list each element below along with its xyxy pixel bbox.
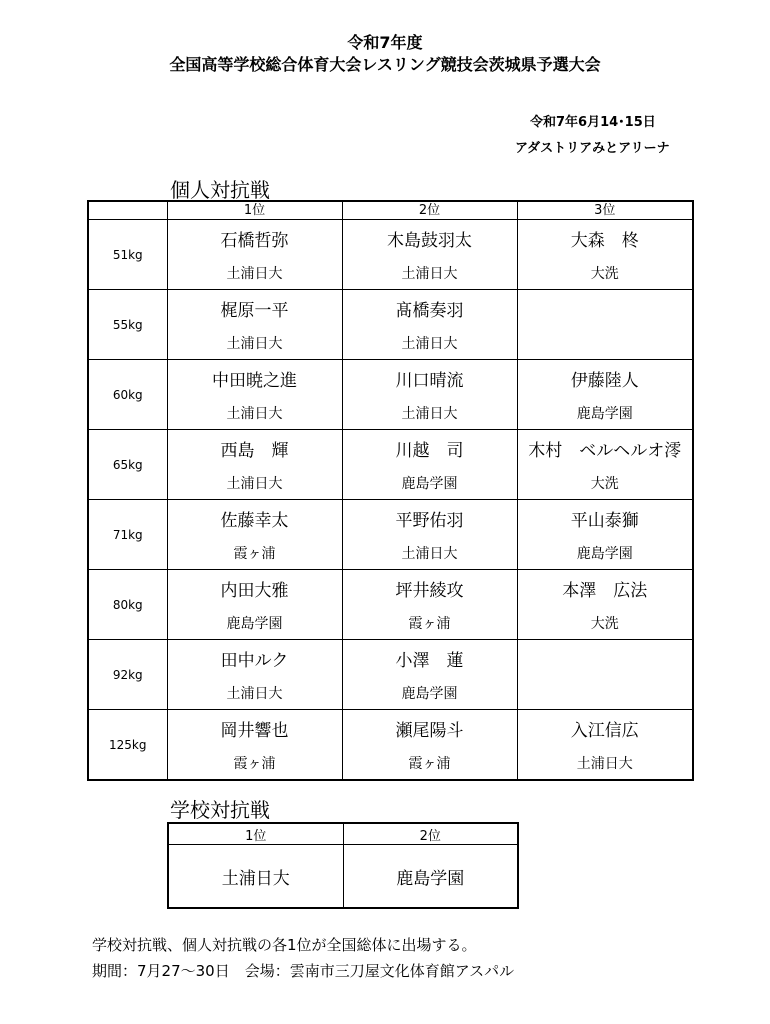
wrestler-name: 平山泰獅 [570, 511, 639, 531]
weight-class: 60kg [88, 360, 167, 430]
team-header-1st: 1位 [168, 823, 343, 845]
team-results-table [167, 822, 519, 909]
note-schedule-venue: 期間：7月27～30日 会場：雲南市三刀屋文化体育館アスパル [92, 962, 515, 980]
team-1st-school: 土浦日大 [168, 845, 343, 909]
wrestler-name: 中田暁之進 [212, 371, 297, 391]
school-name: 土浦日大 [401, 546, 458, 562]
school-name: 土浦日大 [401, 336, 458, 352]
wrestler-name: 平野佑羽 [395, 511, 464, 531]
place-cell [342, 360, 517, 430]
place-cell [167, 360, 342, 430]
school-name: 土浦日大 [401, 266, 458, 282]
school-name: 大洗 [590, 616, 619, 632]
school-name: 鹿島学園 [576, 406, 633, 422]
table-row [88, 360, 693, 430]
place-cell [167, 220, 342, 290]
team-2nd-school: 鹿島学園 [343, 845, 518, 909]
weight-class: 55kg [88, 290, 167, 360]
place-cell [517, 500, 693, 570]
place-cell [342, 640, 517, 710]
table-header-row [88, 201, 693, 220]
table-row [88, 640, 693, 710]
weight-class: 65kg [88, 430, 167, 500]
school-name: 霞ヶ浦 [233, 546, 276, 562]
school-name: 鹿島学園 [401, 476, 458, 492]
school-name [518, 334, 693, 354]
team-result-row [168, 845, 518, 909]
school-name: 霞ヶ浦 [408, 756, 451, 772]
school-name: 土浦日大 [226, 406, 283, 422]
place-cell [517, 710, 693, 781]
wrestler-name: 内田大雅 [220, 581, 289, 601]
place-cell [517, 430, 693, 500]
header-2nd: 2位 [342, 201, 517, 220]
place-cell [342, 430, 517, 500]
title-line2: 全国高等学校総合体育大会レスリング競技会茨城県予選大会 [169, 55, 601, 74]
place-cell [517, 220, 693, 290]
wrestler-name: 小澤 蓮 [395, 651, 464, 671]
team-header-row [168, 823, 518, 845]
wrestler-name: 西島 輝 [220, 441, 289, 461]
place-cell [342, 220, 517, 290]
wrestler-name: 梶原一平 [220, 301, 289, 321]
table-row [88, 500, 693, 570]
weight-class: 71kg [88, 500, 167, 570]
wrestler-name: 田中ルク [220, 651, 289, 671]
wrestler-name [518, 649, 693, 673]
place-cell [167, 710, 342, 781]
wrestler-name: 佐藤幸太 [220, 511, 289, 531]
school-name [518, 684, 693, 704]
weight-class: 125kg [88, 710, 167, 781]
school-name: 土浦日大 [226, 686, 283, 702]
team-header-2nd: 2位 [343, 823, 518, 845]
wrestler-name: 木島鼓羽太 [387, 231, 472, 251]
wrestler-name: 木村 ベルヘルオ澪 [528, 441, 682, 461]
individual-results-table [87, 200, 694, 781]
place-cell [342, 710, 517, 781]
wrestler-name: 入江信広 [570, 721, 639, 741]
weight-class: 92kg [88, 640, 167, 710]
place-cell [342, 570, 517, 640]
place-cell [167, 640, 342, 710]
wrestler-name: 川越 司 [395, 441, 464, 461]
event-venue: アダストリアみとアリーナ [515, 141, 670, 156]
table-row [88, 430, 693, 500]
place-cell [517, 360, 693, 430]
header-1st: 1位 [167, 201, 342, 220]
weight-class: 51kg [88, 220, 167, 290]
place-cell [167, 290, 342, 360]
wrestler-name: 大森 柊 [570, 231, 639, 251]
title-line1: 令和7年度 [347, 33, 423, 52]
school-name: 土浦日大 [226, 476, 283, 492]
team-section-title: 学校対抗戦 [170, 798, 270, 822]
wrestler-name: 岡井響也 [220, 721, 289, 741]
table-row [88, 570, 693, 640]
header-blank [88, 201, 167, 220]
table-row [88, 290, 693, 360]
wrestler-name: 髙橋奏羽 [395, 301, 464, 321]
note-qualification: 学校対抗戦、個人対抗戦の各1位が全国総体に出場する。 [92, 936, 477, 954]
individual-section-title: 個人対抗戦 [170, 178, 270, 202]
place-cell [517, 640, 693, 710]
place-cell [517, 570, 693, 640]
event-date: 令和7年6月14･15日 [530, 115, 656, 130]
place-cell [342, 500, 517, 570]
school-name: 大洗 [590, 266, 619, 282]
place-cell [517, 290, 693, 360]
school-name: 土浦日大 [226, 266, 283, 282]
school-name: 大洗 [590, 476, 619, 492]
wrestler-name: 伊藤陸人 [570, 371, 639, 391]
school-name: 土浦日大 [576, 756, 633, 772]
wrestler-name: 本澤 広法 [562, 581, 648, 601]
school-name: 鹿島学園 [576, 546, 633, 562]
place-cell [167, 570, 342, 640]
school-name: 鹿島学園 [401, 686, 458, 702]
wrestler-name: 石橋哲弥 [220, 231, 289, 251]
school-name: 霞ヶ浦 [233, 756, 276, 772]
place-cell [167, 500, 342, 570]
weight-class: 80kg [88, 570, 167, 640]
table-row [88, 220, 693, 290]
table-row [88, 710, 693, 781]
wrestler-name: 瀬尾陽斗 [395, 721, 464, 741]
wrestler-name [518, 299, 693, 323]
place-cell [167, 430, 342, 500]
school-name: 土浦日大 [401, 406, 458, 422]
wrestler-name: 坪井綾攻 [395, 581, 464, 601]
header-3rd: 3位 [517, 201, 693, 220]
wrestler-name: 川口晴流 [395, 371, 464, 391]
school-name: 鹿島学園 [226, 616, 283, 632]
school-name: 土浦日大 [226, 336, 283, 352]
school-name: 霞ヶ浦 [408, 616, 451, 632]
place-cell [342, 290, 517, 360]
